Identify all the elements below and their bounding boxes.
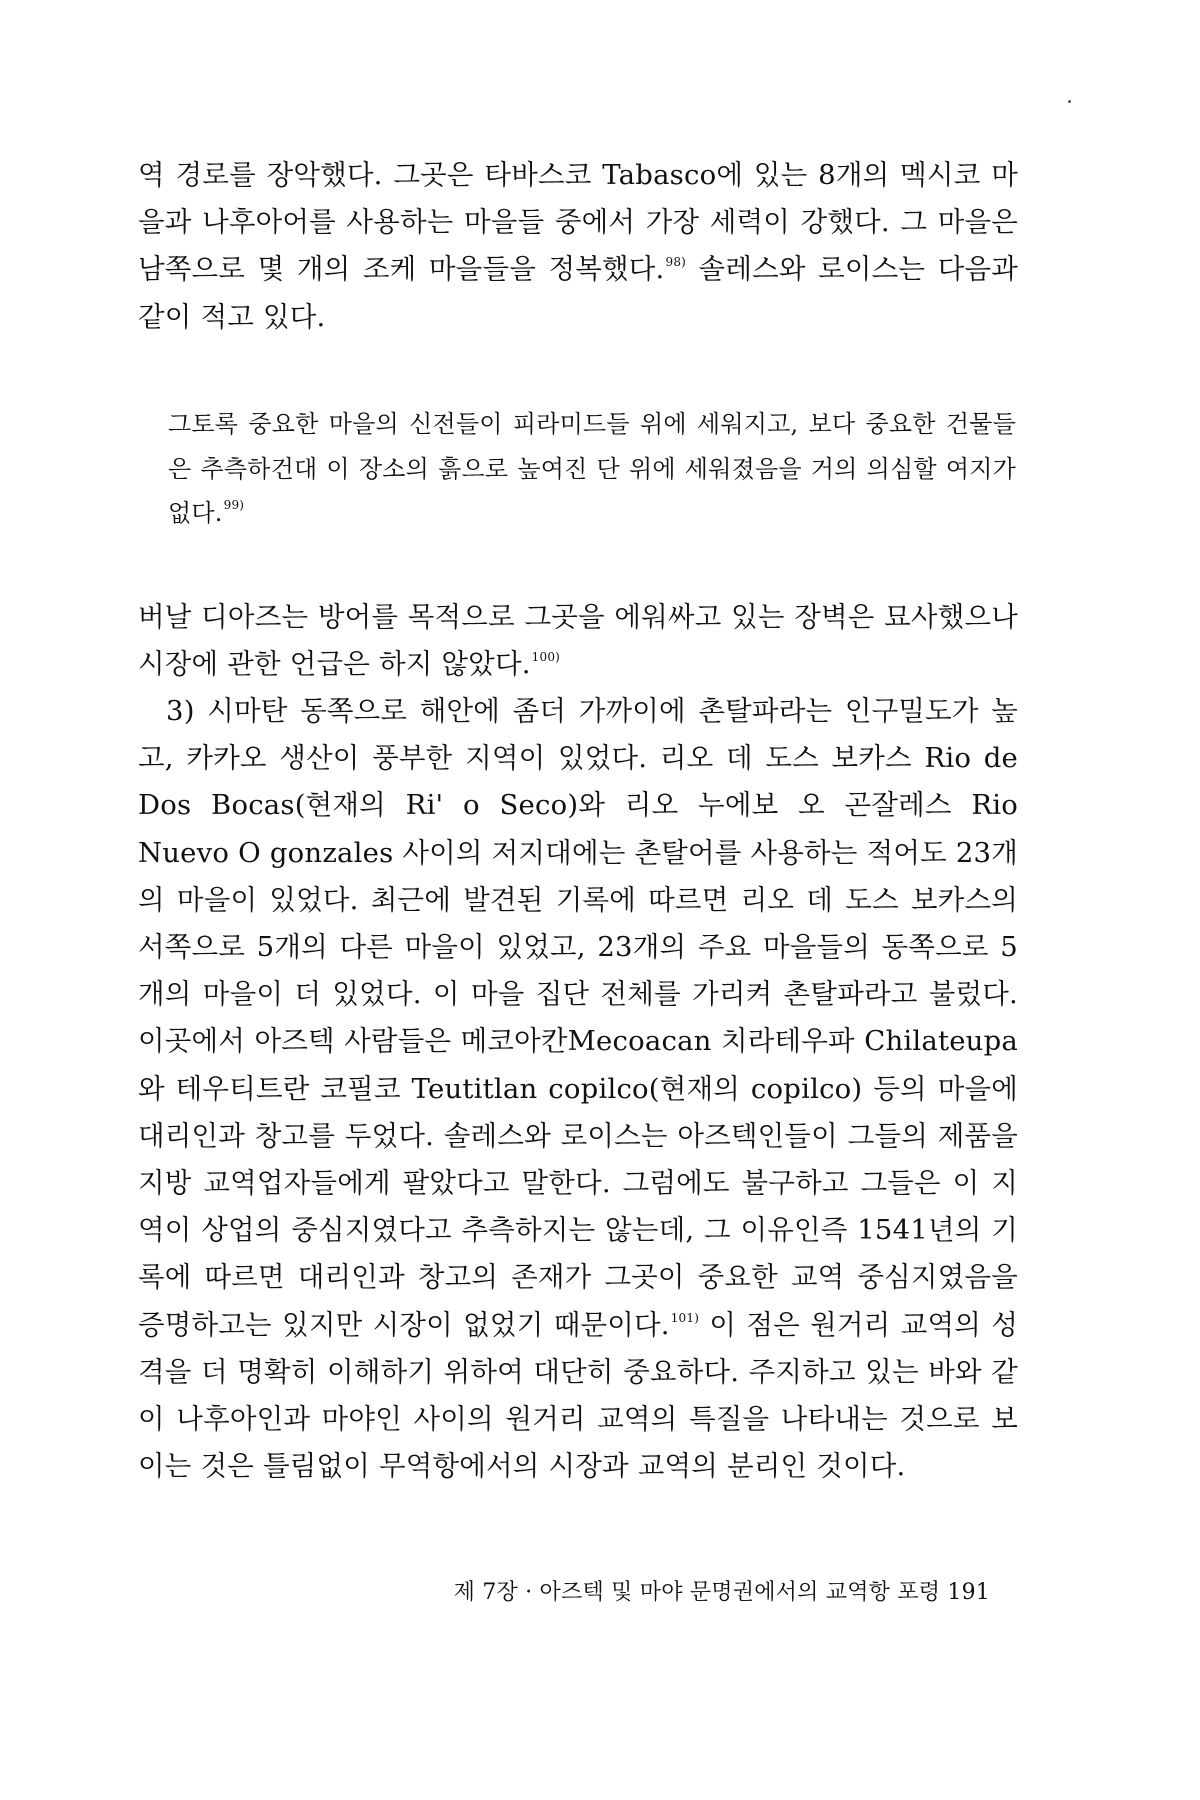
- page-footer: [410, 1578, 990, 1608]
- scan-speck: [1068, 100, 1071, 103]
- block-quote: [168, 402, 1016, 536]
- paragraph-1-text: 역 경로를 장악했다. 그곳은 타바스코 Tabasco에 있는 8개의 멕시코 마을과 나후아어를 사용하는 마을들 중에서 가장 세력이 강했다. 그 마을은 남쪽으로 몇 개의 조케 마을들을 정복했다.: [138, 159, 1018, 286]
- block-quote-text: 그토록 중요한 마을의 신전들이 피라미드들 위에 세워지고, 보다 중요한 건물들은 추측하건대 이 장소의 흙으로 높여진 단 위에 세워졌음을 거의 의심할 여지가 없다.: [168, 410, 1016, 527]
- page-number: 191: [947, 1580, 990, 1605]
- footnote-marker: 101): [670, 1310, 700, 1325]
- paragraph-1: [138, 152, 1018, 341]
- paragraph-1-text-after: 솔레스와 로이스는 다음과 같이 적고 있다.: [138, 253, 1018, 333]
- paragraph-3: [138, 688, 1018, 1490]
- footnote-marker: 99): [223, 498, 245, 512]
- running-head: 제 7장 · 아즈텍 및 마야 문명권에서의 교역항 포령: [453, 1580, 941, 1605]
- paragraph-2-text: 버날 디아즈는 방어를 목적으로 그곳을 에워싸고 있는 장벽은 묘사했으나 시장에 관한 언급은 하지 않았다.: [138, 601, 1018, 681]
- footnote-marker: 100): [531, 650, 561, 665]
- footnote-marker: 98): [665, 255, 687, 270]
- paragraph-2: [138, 594, 1018, 688]
- paragraph-3-text-after: 이 점은 원거리 교역의 성격을 더 명확히 이해하기 위하여 대단히 중요하다. 주지하고 있는 바와 같이 나후아인과 마야인 사이의 원거리 교역의 특질을 나타내는 것으로 보이는 것은 틀림없이 무역항에서의 시장과 교역의 분리인 것이다.: [138, 1308, 1019, 1483]
- paragraph-3-text: 3) 시마탄 동쪽으로 해안에 좀더 가까이에 촌탈파라는 인구밀도가 높고, 카카오 생산이 풍부한 지역이 있었다. 리오 데 도스 보카스 Rio de Dos Bocas(현재의 Ri' o Seco)와 리오 누에보 오 곤잘레스 Rio Nuevo O gonzales 사이의 저지대에는 촌탈어를 사용하는 적어도 23개의 마을이 있었다. 최근에 발견된 기록에 따르면 리오 데 도스 보카스의 서쪽으로 5개의 다른 마을이 있었고, 23개의 주요 마을들의 동쪽으로 5개의 마을이 더 있었다. 이 마을 집단 전체를 가리켜 촌탈파라고 불렀다. 이곳에서 아즈텍 사람들은 메코아칸Mecoacan 치라테우파 Chilateupa와 테우티트란 코필코 Teutitlan copilco(현재의 copilco) 등의 마을에 대리인과 창고를 두었다. 솔레스와 로이스는 아즈텍인들이 그들의 제품을 지방 교역업자들에게 팔았다고 말한다. 그럼에도 불구하고 그들은 이 지역이 상업의 중심지였다고 추측하지는 않는데, 그 이유인즉 1541년의 기록에 따르면 대리인과 창고의 존재가 그곳이 중요한 교역 중심지였음을 증명하고는 있지만 시장이 없었기 때문이다.: [138, 695, 1018, 1341]
